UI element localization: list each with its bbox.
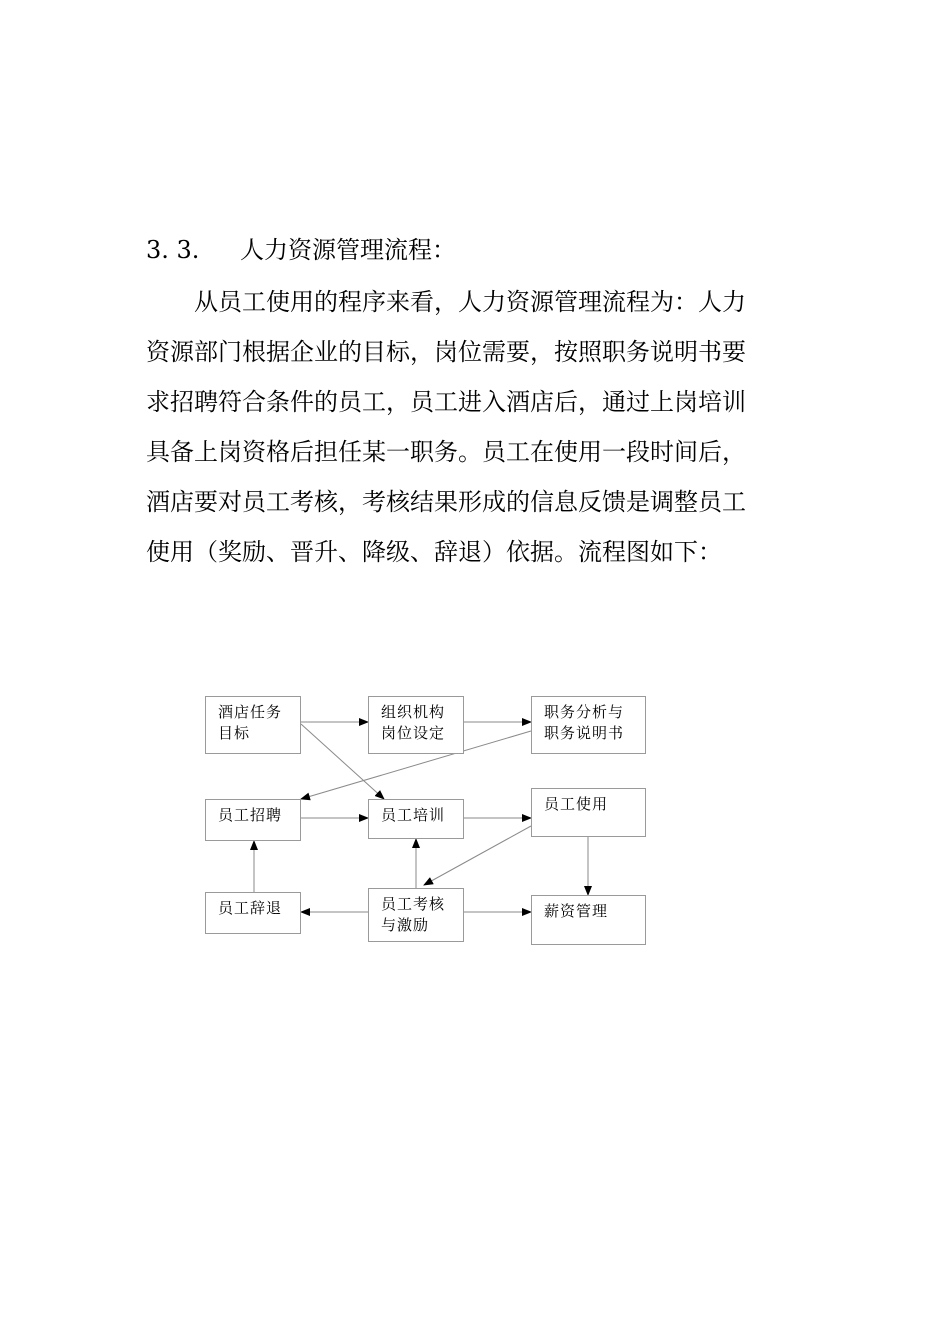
node-assessment: 员工考核 与激励 (368, 888, 464, 942)
node-org-structure: 组织机构 岗位设定 (368, 696, 464, 754)
paragraph-line: 从员工使用的程序来看，人力资源管理流程为：人力 (194, 288, 746, 316)
paragraph-line: 使用（奖励、晋升、降级、辞退）依据。流程图如下： (146, 538, 722, 566)
paragraph-line: 求招聘符合条件的员工，员工进入酒店后，通过上岗培训 (146, 388, 746, 416)
node-usage: 员工使用 (531, 788, 646, 837)
node-job-analysis: 职务分析与 职务说明书 (531, 696, 646, 754)
node-training: 员工培训 (368, 799, 464, 839)
node-dismissal: 员工辞退 (205, 892, 301, 934)
section-title: 人力资源管理流程： (240, 236, 456, 264)
paragraph-line: 具备上岗资格后担任某一职务。员工在使用一段时间后， (146, 438, 746, 466)
node-recruit: 员工招聘 (205, 799, 301, 841)
node-salary: 薪资管理 (531, 895, 646, 945)
paragraph-line: 酒店要对员工考核，考核结果形成的信息反馈是调整员工 (146, 488, 746, 516)
paragraph-line: 资源部门根据企业的目标，岗位需要，按照职务说明书要 (146, 338, 746, 366)
node-hotel-task: 酒店任务 目标 (205, 696, 301, 754)
section-number: 3. 3. (146, 236, 200, 264)
